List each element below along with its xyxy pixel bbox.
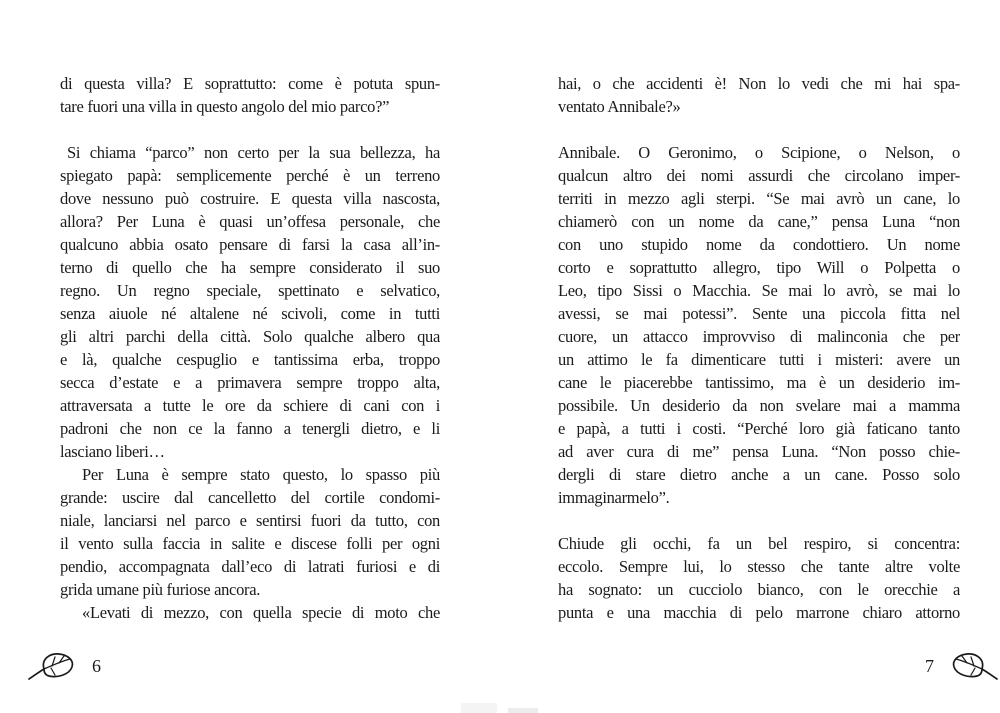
text-line: senza aiuole né altalene né scivoli, come in tutti bbox=[60, 304, 440, 323]
text-line: regno. Un regno speciale, spettinato e selvatico, bbox=[60, 281, 440, 300]
blank-line bbox=[558, 118, 960, 141]
page-number-right: 7 bbox=[925, 655, 934, 676]
text-line: qualcuno abbia osato pensare di farsi la casa all’in- bbox=[60, 235, 440, 254]
text-line: gli altri parchi della città. Solo qualche albero qua bbox=[60, 327, 440, 346]
right-page-text bbox=[558, 72, 960, 624]
text-line: Si chiama “parco” non certo per la sua bellezza, ha bbox=[67, 143, 440, 162]
text-line: e là, qualche cespuglio e tantissima erba, troppo bbox=[60, 350, 440, 369]
text-line: chiamerò con un nome da cane,” pensa Luna “non bbox=[558, 212, 960, 231]
text-line: punta e una macchia di pelo marrone chiaro attorno bbox=[558, 603, 960, 622]
text-line: Annibale. O Geronimo, o Scipione, o Nelson, o bbox=[558, 143, 960, 162]
leaf-ornament-icon bbox=[948, 650, 1000, 682]
text-line: pendio, accompagnata dall’eco di latrati furiosi e di bbox=[60, 557, 440, 576]
text-line: un attimo le fa dimenticare tutti i misteri: avere un bbox=[558, 350, 960, 369]
text-line: hai, o che accidenti è! Non lo vedi che mi hai spa- bbox=[558, 74, 960, 93]
page-number-left: 6 bbox=[92, 655, 101, 676]
left-page-text bbox=[60, 72, 440, 624]
text-line: allora? Per Luna è quasi un’offesa personale, che bbox=[60, 212, 440, 231]
text-line: qualcun altro dei nomi assurdi che circolano imper- bbox=[558, 166, 960, 185]
text-line: cuore, un attacco improvviso di malinconia che per bbox=[558, 327, 960, 346]
text-line: il vento sulla faccia in salite e discese folli per ogni bbox=[60, 534, 440, 553]
cutoff-ui-mark bbox=[461, 703, 497, 713]
right-page-footer bbox=[925, 648, 1000, 684]
blank-line bbox=[60, 118, 440, 141]
text-line: dergli di stare dietro anche a un cane. Posso solo bbox=[558, 465, 960, 484]
text-line: lasciano liberi… bbox=[60, 442, 165, 461]
text-line: terno di quello che ha sempre considerato il suo bbox=[60, 258, 440, 277]
text-line: di questa villa? E soprattutto: come è potuta spun- bbox=[60, 74, 440, 93]
text-line: ad aver cura di me” pensa Luna. “Non posso chie- bbox=[558, 442, 960, 461]
text-line: con uno stupido nome da condottiero. Un nome bbox=[558, 235, 960, 254]
text-line: niale, lanciarsi nel parco e sentirsi fuori da tutto, con bbox=[60, 511, 440, 530]
left-page-footer bbox=[26, 648, 101, 684]
text-line: Per Luna è sempre stato questo, lo spasso più bbox=[82, 465, 440, 484]
text-line: avessi, se mai potessi”. Sente una piccola fitta nel bbox=[558, 304, 960, 323]
text-line: ha sognato: un cucciolo bianco, con le orecchie a bbox=[558, 580, 960, 599]
text-line: corto e soprattutto allegro, tipo Will o Polpetta o bbox=[558, 258, 960, 277]
text-line: padroni che non ce la fanno a tenergli dietro, e li bbox=[60, 419, 440, 438]
text-line: dove nessuno può costruire. E questa villa nascosta, bbox=[60, 189, 440, 208]
text-line: secca d’estate e a primavera sempre troppo alta, bbox=[60, 373, 440, 392]
text-line: ventato Annibale?» bbox=[558, 97, 681, 116]
cutoff-ui-mark bbox=[508, 708, 538, 713]
text-line: e papà, a tutti i costi. “Perché loro già faticano tanto bbox=[558, 419, 960, 438]
text-line: territi in mezzo agli sterpi. “Se mai avrò un cane, lo bbox=[558, 189, 960, 208]
text-line: Leo, tipo Sissi o Macchia. Se mai lo avrò, se mai lo bbox=[558, 281, 960, 300]
text-line: attraversata a tutte le ore da schiere di cani con i bbox=[60, 396, 440, 415]
blank-line bbox=[558, 509, 960, 532]
text-line: tare fuori una villa in questo angolo del mio parco?” bbox=[60, 97, 390, 116]
text-line: Chiude gli occhi, fa un bel respiro, si concentra: bbox=[558, 534, 960, 553]
text-line: possibile. Un desiderio da non svelare mai a mamma bbox=[558, 396, 960, 415]
text-line: cane le piacerebbe tantissimo, ma è un desiderio im- bbox=[558, 373, 960, 392]
text-line: spiegato papà: semplicemente perché è un terreno bbox=[60, 166, 440, 185]
text-line: immaginarmelo”. bbox=[558, 488, 670, 507]
leaf-ornament-icon bbox=[26, 650, 78, 682]
text-line: grande: uscire dal cancelletto del cortile condomi- bbox=[60, 488, 440, 507]
text-line: eccolo. Sempre lui, lo stesso che tante altre volte bbox=[558, 557, 960, 576]
text-line: «Levati di mezzo, con quella specie di moto che bbox=[82, 603, 440, 622]
text-line: grida umane più furiose ancora. bbox=[60, 580, 261, 599]
